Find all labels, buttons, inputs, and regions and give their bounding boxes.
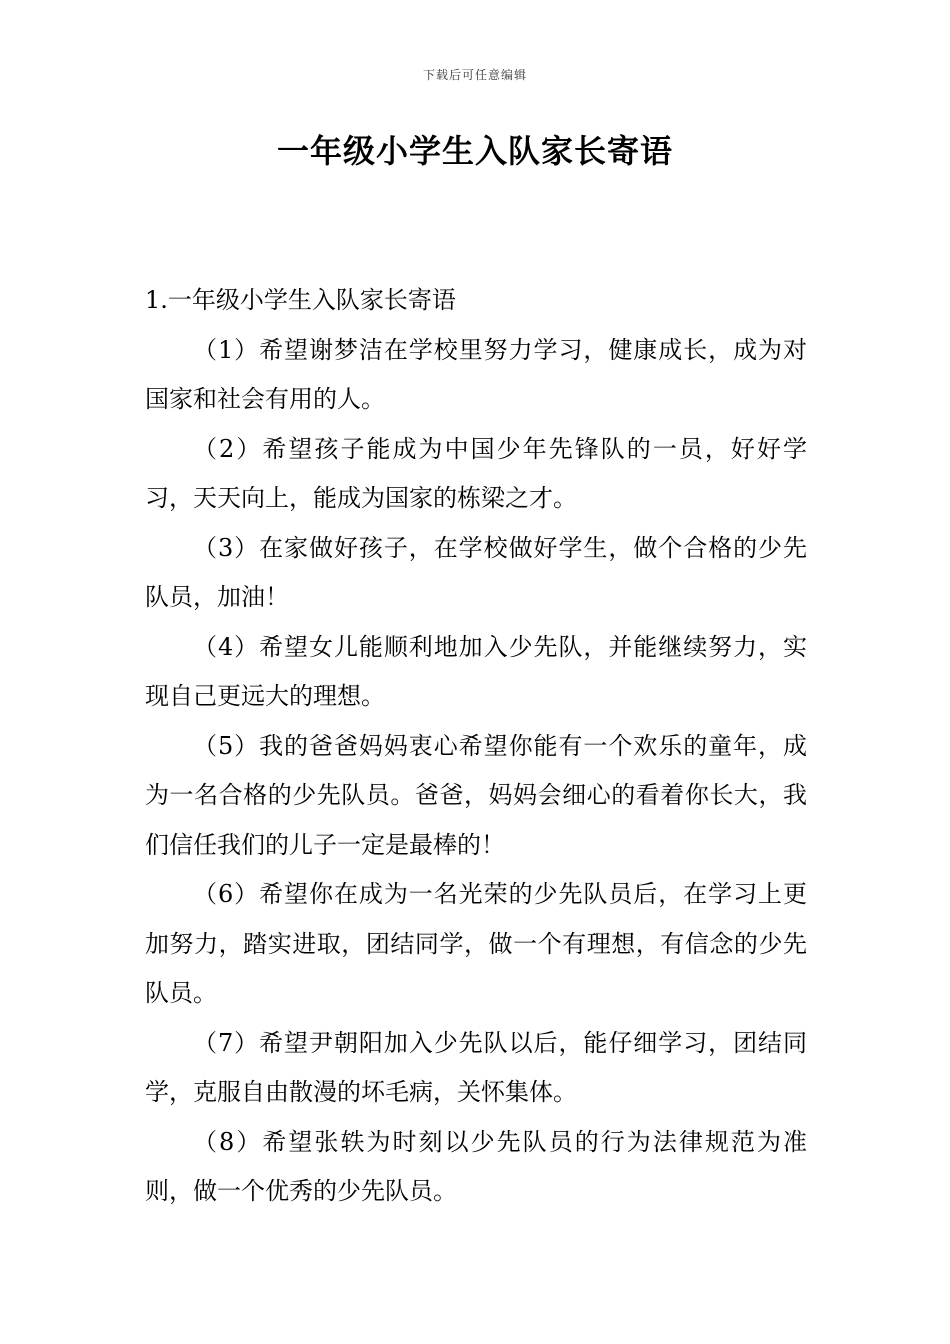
- paragraph-8: （8）希望张轶为时刻以少先队员的行为法律规范为准则，做一个优秀的少先队员。: [145, 1127, 807, 1205]
- paragraph-1: （1）希望谢梦洁在学校里努力学习，健康成长，成为对国家和社会有用的人。: [145, 335, 807, 413]
- paragraph-7: （7）希望尹朝阳加入少先队以后，能仔细学习，团结同学，克服自由散漫的坏毛病，关怀集体。: [145, 1028, 807, 1106]
- header-note: 下载后可任意编辑: [422, 68, 527, 82]
- paragraph-4: （4）希望女儿能顺利地加入少先队，并能继续努力，实现自己更远大的理想。: [145, 632, 807, 710]
- document-body: [145, 276, 807, 1217]
- document-title: 一年级小学生入队家长寄语: [276, 132, 673, 170]
- section-heading: 1.一年级小学生入队家长寄语: [145, 286, 456, 314]
- paragraph-6: （6）希望你在成为一名光荣的少先队员后，在学习上更加努力，踏实进取，团结同学，做一个有理想，有信念的少先队员。: [145, 880, 807, 1007]
- paragraph-3: （3）在家做好孩子，在学校做好学生，做个合格的少先队员，加油！: [145, 533, 807, 611]
- paragraph-5: （5）我的爸爸妈妈衷心希望你能有一个欢乐的童年，成为一名合格的少先队员。爸爸，妈妈会细心的看着你长大，我们信任我们的儿子一定是最棒的！: [145, 731, 807, 859]
- paragraph-2: （2）希望孩子能成为中国少年先锋队的一员，好好学习，天天向上，能成为国家的栋梁之才。: [145, 434, 807, 512]
